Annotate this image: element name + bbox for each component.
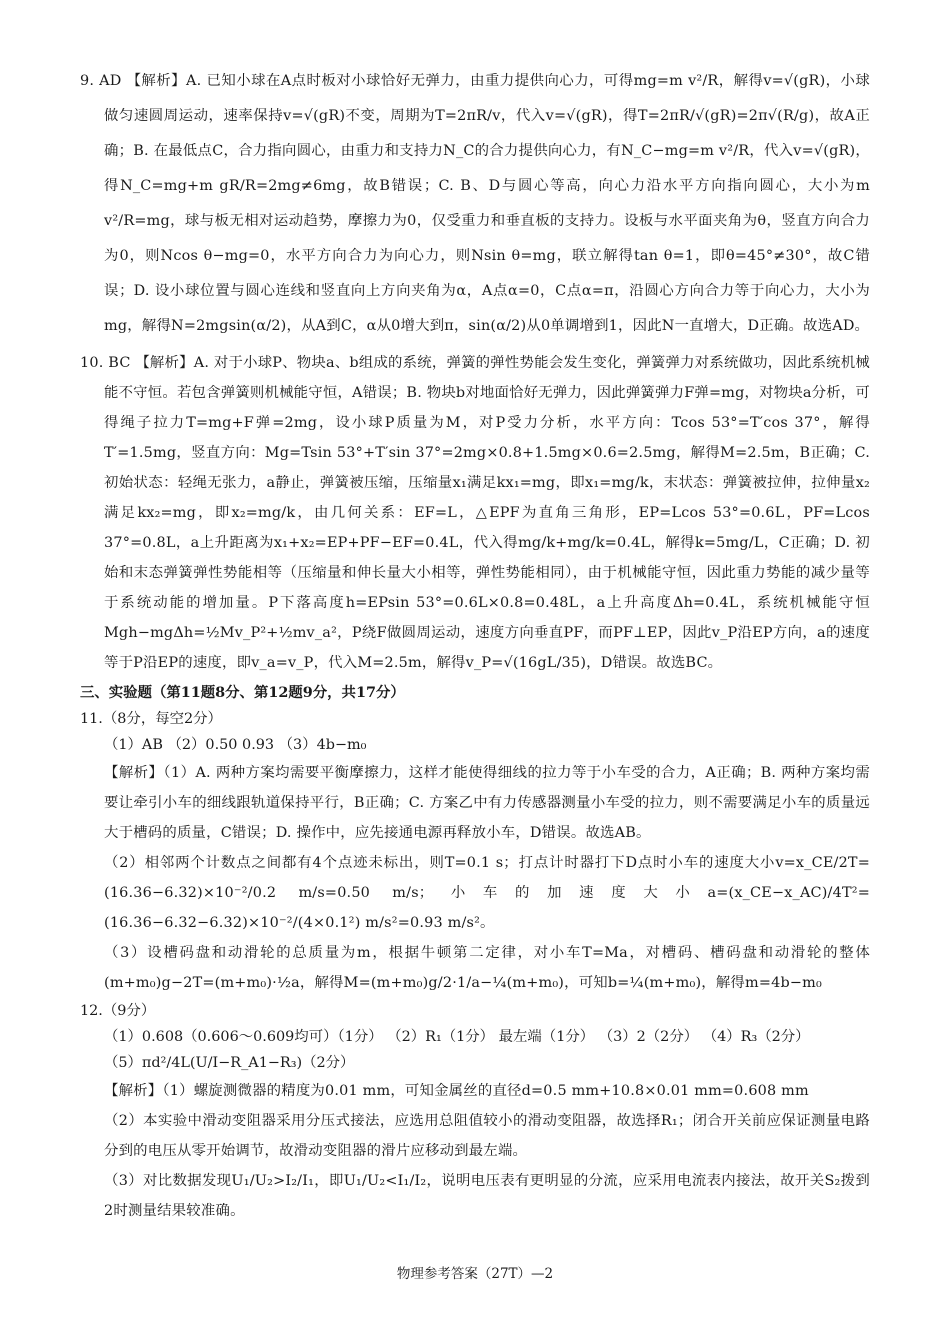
q11-analysis-2: （2）相邻两个计数点之间都有4个点迹未标出，则T=0.1 s；打点计时器打下D点时小车的速度大小v=x_CE/2T=(16.36−6.32)×10⁻²/0.2 m/s=0.50 m/s；小车的加速度大小a=(x_CE−x_AC)/4T²=(16.36−6.32−6.32)×10⁻²/(4×0.1²) m/s²=0.93 m/s²。 bbox=[104, 855, 870, 931]
q12-answer-2: （5）πd²/4L(U/I−R_A1−R₃)（2分） bbox=[104, 1055, 355, 1071]
q9-analysis: 9. AD 【解析】A. 已知小球在A点时板对小球恰好无弹力，由重力提供向心力，可得mg=m v²/R，解得v=√(gR)，小球做匀速圆周运动，速率保持v=√(gR)不变，周期为T=2πR/v，代入v=√(gR)，得T=2πR/√(gR)=2π√(R/g)，故A正确；B. 在最低点C，合力指向圆心，由重力和支持力N_C的合力提供向心力，有N_C−mg=m v²/R，代入v=√(gR)，得N_C=mg+m gR/R=2mg≠6mg，故B错误；C. B、D与圆心等高，向心力沿水平方向指向圆心，大小为m v²/R=mg，球与板无相对运动趋势，摩擦力为0，仅受重力和垂直板的支持力。设板与水平面夹角为θ，竖直方向合力为0，则Ncos θ−mg=0，水平方向合力为向心力，则Nsin θ=mg，联立解得tan θ=1，即θ=45°≠30°，故C错误；D. 设小球位置与圆心连线和竖直向上方向夹角为α，A点α=0，C点α=π，沿圆心方向合力等于向心力，大小为mg，解得N=2mgsin(α/2)，从A到C，α从0增大到π，sin(α/2)从0单调增到1，因此N一直增大，D正确。故选AD。 bbox=[80, 73, 870, 334]
q12-answer-1: （1）0.608（0.606～0.609均可）（1分） （2）R₁（1分） 最左端（1分） （3）2（2分） （4）R₃（2分） bbox=[104, 1029, 810, 1045]
section-3-heading: 三、实验题（第11题8分、第12题9分，共17分） bbox=[80, 684, 405, 701]
q12-heading: 12.（9分） bbox=[80, 1003, 156, 1019]
q11-answer: （1）AB （2）0.50 0.93 （3）4b−m₀ bbox=[104, 737, 367, 753]
q10-analysis: 10. BC 【解析】A. 对于小球P、物块a、b组成的系统，弹簧的弹性势能会发生变化，弹簧弹力对系统做功，因此系统机械能不守恒。若包含弹簧则机械能守恒，A错误；B. 物块b对地面恰好无弹力，因此弹簧弹力F弹=mg，对物块a分析，可得绳子拉力T=mg+F弹=2mg，设小球P质量为M，对P受力分析，水平方向：Tcos 53°=T′cos 37°，解得T′=1.5mg，竖直方向：Mg=Tsin 53°+T′sin 37°=2mg×0.8+1.5mg×0.6=2.5mg，解得M=2.5m，B正确；C. 初始状态：轻绳无张力，a静止，弹簧被压缩，压缩量x₁满足kx₁=mg，即x₁=mg/k，末状态：弹簧被拉伸，拉伸量x₂满足kx₂=mg，即x₂=mg/k，由几何关系：EF=L，△EPF为直角三角形，EP=Lcos 53°=0.6L，PF=Lcos 37°=0.8L，a上升距离为x₁+x₂=EP+PF−EF=0.4L，代入得mg/k+mg/k=0.4L，解得k=5mg/L，C正确；D. 初始和末态弹簧弹性势能相等（压缩量和伸长量大小相等，弹性势能相同），由于机械能守恒，因此重力势能的减少量等于系统动能的增加量。P下落高度h=EPsin 53°=0.6L×0.8=0.48L，a上升高度Δh=0.4L，系统机械能守恒Mgh−mgΔh=½Mv_P²+½mv_a²，P绕F做圆周运动，速度方向垂直PF，而PF⊥EP，因此v_P沿EP方向，a的速度等于P沿EP的速度，即v_a=v_P，代入M=2.5m，解得v_P=√(16gL/35)，D错误。故选BC。 bbox=[80, 355, 870, 671]
q11-analysis-3: （3）设槽码盘和动滑轮的总质量为m，根据牛顿第二定律，对小车T=Ma，对槽码、槽码盘和动滑轮的整体(m+m₀)g−2T=(m+m₀)·½a，解得M=(m+m₀)g/2·1/a−¼(m+m₀)，可知b=¼(m+m₀)，解得m=4b−m₀ bbox=[104, 945, 870, 991]
q12-analysis-2: （2）本实验中滑动变阻器采用分压式接法，应选用总阻值较小的滑动变阻器，故选择R₁；闭合开关前应保证测量电路分到的电压从零开始调节，故滑动变阻器的滑片应移动到最左端。 bbox=[104, 1113, 870, 1159]
q12-analysis-1: 【解析】（1）螺旋测微器的精度为0.01 mm，可知金属丝的直径d=0.5 mm+10.8×0.01 mm=0.608 mm bbox=[104, 1083, 809, 1099]
q11-analysis-1: 【解析】（1）A. 两种方案均需要平衡摩擦力，这样才能使得细线的拉力等于小车受的合力，A正确；B. 两种方案均需要让牵引小车的细线跟轨道保持平行，B正确；C. 方案乙中有力传感器测量小车受的拉力，则不需要满足小车的质量远大于槽码的质量，C错误；D. 操作中，应先接通电源再释放小车，D错误。故选AB。 bbox=[104, 765, 870, 841]
q11-heading: 11.（8分，每空2分） bbox=[80, 711, 222, 727]
answer-content bbox=[80, 64, 870, 1226]
q12-analysis-3: （3）对比数据发现U₁/U₂>I₂/I₁，即U₁/U₂<I₁/I₂，说明电压表有更明显的分流，应采用电流表内接法，故开关S₂拨到2时测量结果较准确。 bbox=[104, 1173, 870, 1219]
page-footer: 物理参考答案（27T）—2 bbox=[396, 1266, 554, 1282]
